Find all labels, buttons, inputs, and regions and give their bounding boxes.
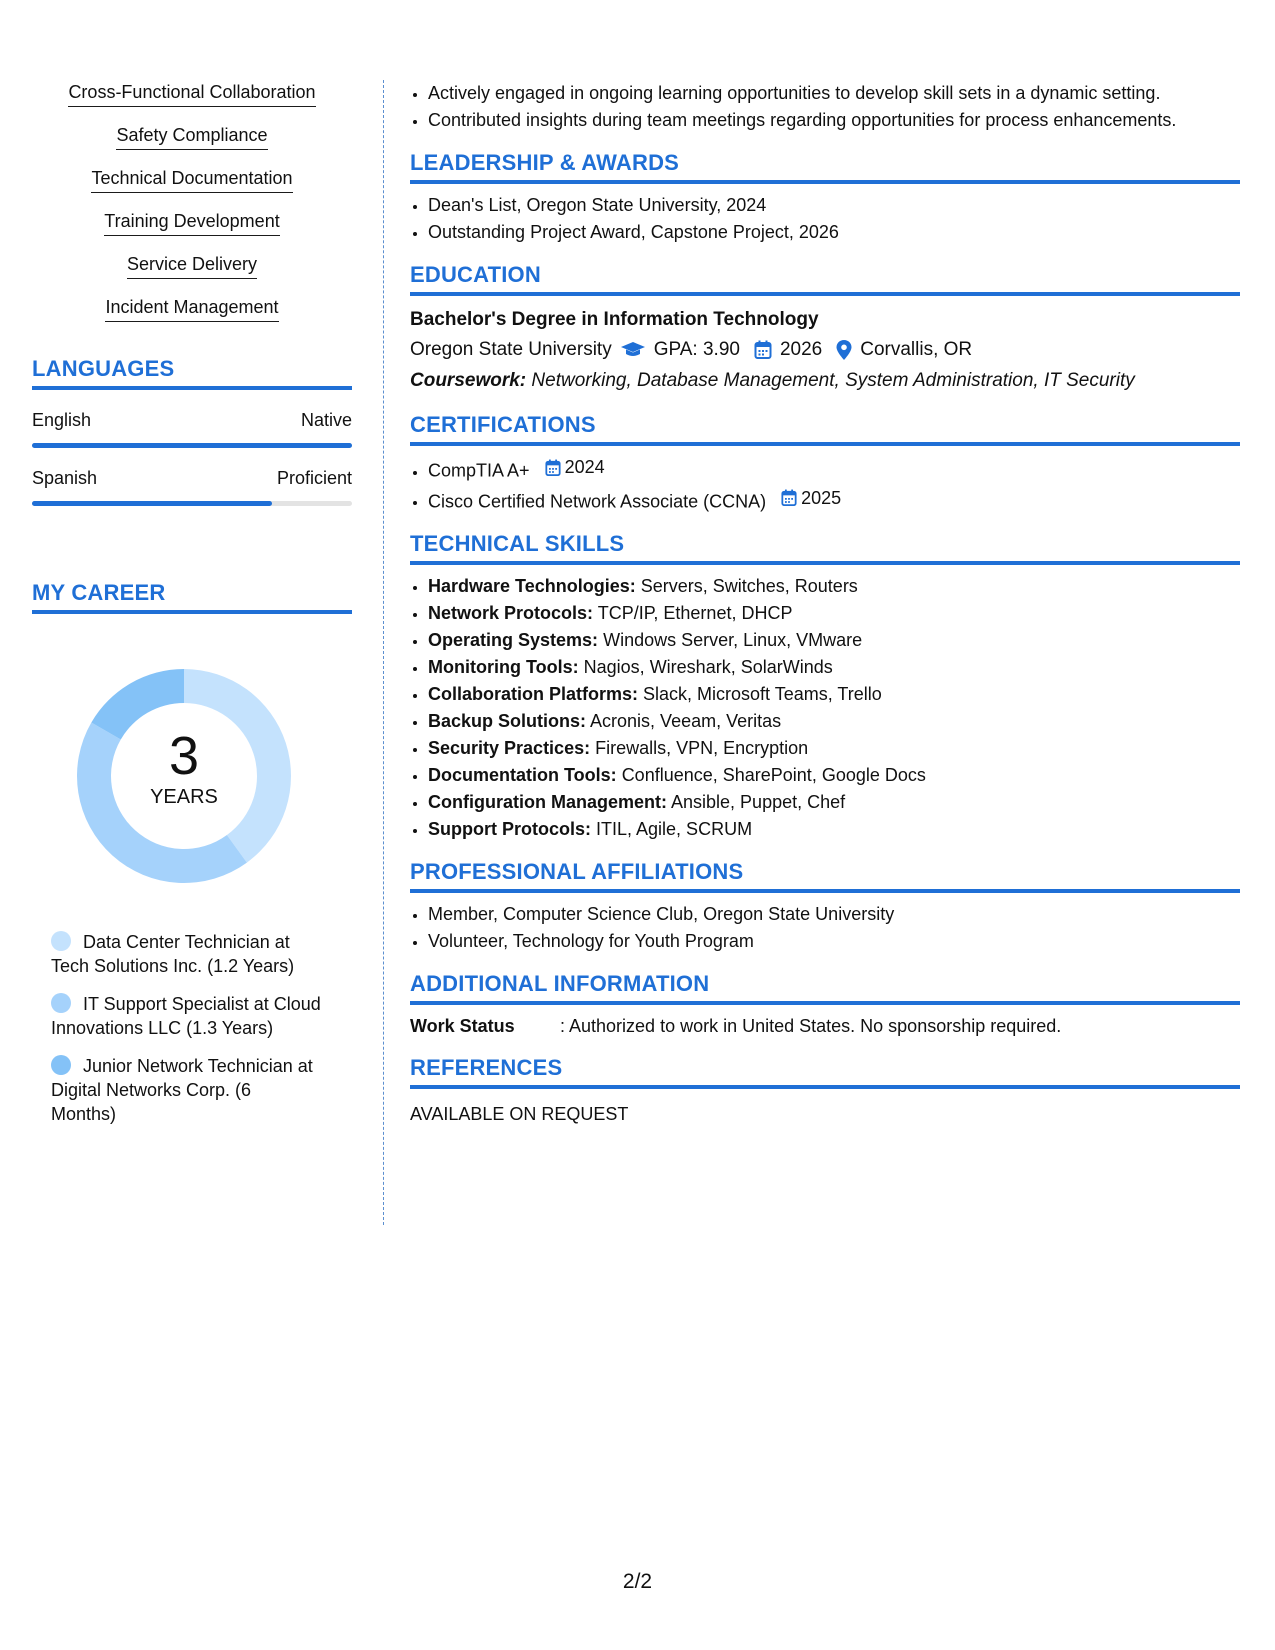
right-column: [410, 80, 1240, 1127]
references-section: [410, 1055, 1240, 1127]
experience-bullets: [410, 80, 1240, 134]
list-item: • Contributed insights during team meetings regarding opportunities for process enhancements.: [428, 107, 1240, 134]
skill-item: Service Delivery: [32, 252, 352, 279]
certification-item: • CompTIA A+ 2024: [428, 454, 1240, 485]
graduation-year: 2026: [779, 339, 823, 360]
skill-item: Incident Management: [32, 295, 352, 322]
language-name: Spanish: [32, 468, 98, 488]
references-heading: REFERENCES: [410, 1055, 1240, 1089]
degree-title: Bachelor's Degree in Information Technology: [410, 309, 819, 330]
list-item: • Dean's List, Oregon State University, 2024: [428, 192, 1240, 219]
work-status-row: [410, 1013, 1240, 1039]
language-level: Proficient: [276, 468, 352, 488]
school-location: Corvallis, OR: [860, 339, 973, 360]
skill-row: • Collaboration Platforms: Slack, Microsoft Teams, Trello: [428, 681, 1240, 708]
technical-skills-list: [410, 573, 1240, 843]
coursework-line: [410, 366, 1240, 396]
language-level-fill: [32, 501, 272, 506]
language-level-fill: [32, 443, 352, 448]
career-donut-chart: [64, 656, 304, 896]
technical-skills-section: [410, 531, 1240, 843]
technical-skills-heading: TECHNICAL SKILLS: [410, 531, 1240, 565]
gpa-value: GPA: 3.90: [653, 339, 740, 360]
certifications-list: [410, 454, 1240, 515]
skill-row: • Configuration Management: Ansible, Puppet, Chef: [428, 789, 1240, 816]
leadership-heading: LEADERSHIP & AWARDS: [410, 150, 1240, 184]
skill-row: • Network Protocols: TCP/IP, Ethernet, DHCP: [428, 600, 1240, 627]
career-unit: YEARS: [150, 786, 218, 808]
list-item: • Member, Computer Science Club, Oregon State University: [428, 901, 1240, 928]
certification-year: 2025: [801, 487, 842, 508]
coursework-text: Networking, Database Management, System Administration, IT Security: [531, 370, 1135, 391]
work-status-value: : Authorized to work in United States. No sponsorship required.: [560, 1016, 1062, 1036]
skill-row: • Security Practices: Firewalls, VPN, Encryption: [428, 735, 1240, 762]
skill-item: Safety Compliance: [32, 123, 352, 150]
education-heading: EDUCATION: [410, 262, 1240, 296]
list-item: • Actively engaged in ongoing learning opportunities to develop skill sets in a dynamic setting.: [428, 80, 1240, 107]
legend-dot: [51, 1055, 71, 1075]
additional-info-section: [410, 971, 1240, 1039]
skill-row: • Hardware Technologies: Servers, Switches, Routers: [428, 573, 1240, 600]
leadership-list: [410, 192, 1240, 246]
certification-year: 2024: [564, 457, 605, 477]
leadership-section: [410, 150, 1240, 246]
career-entry: IT Support Specialist at Cloud Innovations LLC (1.3 Years): [51, 994, 321, 1038]
affiliations-heading: PROFESSIONAL AFFILIATIONS: [410, 859, 1240, 893]
school-name: Oregon State University: [410, 339, 612, 360]
left-column: [32, 80, 352, 1140]
certification-item: • Cisco Certified Network Associate (CCNA) 2025: [428, 485, 1240, 516]
skill-item: Cross-Functional Collaboration: [32, 80, 352, 107]
legend-dot: [51, 993, 71, 1013]
career-entry: Junior Network Technician at Digital Networks Corp. (6 Months): [51, 1056, 313, 1124]
affiliations-list: [410, 901, 1240, 955]
calendar-icon: [754, 334, 772, 366]
work-status-label: Work Status: [410, 1016, 515, 1036]
certifications-heading: CERTIFICATIONS: [410, 412, 1240, 446]
graduation-cap-icon: [620, 334, 646, 366]
skill-row: • Documentation Tools: Confluence, SharePoint, Google Docs: [428, 762, 1240, 789]
education-details: [410, 334, 1240, 366]
legend-dot: [51, 931, 71, 951]
language-name: English: [32, 410, 92, 430]
career-legend: [51, 930, 321, 1126]
languages-heading: LANGUAGES: [32, 356, 352, 390]
education-section: [410, 262, 1240, 396]
language-spanish: [32, 468, 352, 506]
language-english: [32, 410, 352, 448]
career-entry: Data Center Technician at Tech Solutions Inc. (1.2 Years): [51, 932, 295, 976]
skill-row: • Operating Systems: Windows Server, Linux, VMware: [428, 627, 1240, 654]
career-heading: MY CAREER: [32, 580, 352, 614]
career-section: [32, 580, 352, 1126]
calendar-icon: [781, 489, 797, 507]
list-item: • Outstanding Project Award, Capstone Project, 2026: [428, 219, 1240, 246]
language-level: Native: [300, 410, 352, 430]
skill-row: • Monitoring Tools: Nagios, Wireshark, SolarWinds: [428, 654, 1240, 681]
additional-info-heading: ADDITIONAL INFORMATION: [410, 971, 1240, 1005]
location-pin-icon: [836, 334, 852, 366]
affiliations-section: [410, 859, 1240, 955]
column-divider: [383, 80, 384, 1225]
coursework-label: Coursework:: [410, 370, 527, 391]
skill-row: • Support Protocols: ITIL, Agile, SCRUM: [428, 816, 1240, 843]
language-level-bar: [32, 501, 352, 506]
calendar-icon: [545, 459, 561, 477]
certifications-section: [410, 412, 1240, 515]
language-level-bar: [32, 443, 352, 448]
languages-section: [32, 356, 352, 506]
skill-row: • Backup Solutions: Acronis, Veeam, Veritas: [428, 708, 1240, 735]
page-number: 2/2: [622, 1570, 653, 1593]
references-text: AVAILABLE ON REQUEST: [410, 1104, 629, 1124]
list-item: • Volunteer, Technology for Youth Program: [428, 928, 1240, 955]
skill-item: Technical Documentation: [32, 166, 352, 193]
career-total: 3: [168, 726, 200, 786]
career-center-label: [64, 726, 304, 809]
skill-item: Training Development: [32, 209, 352, 236]
skills-list: [32, 80, 352, 322]
